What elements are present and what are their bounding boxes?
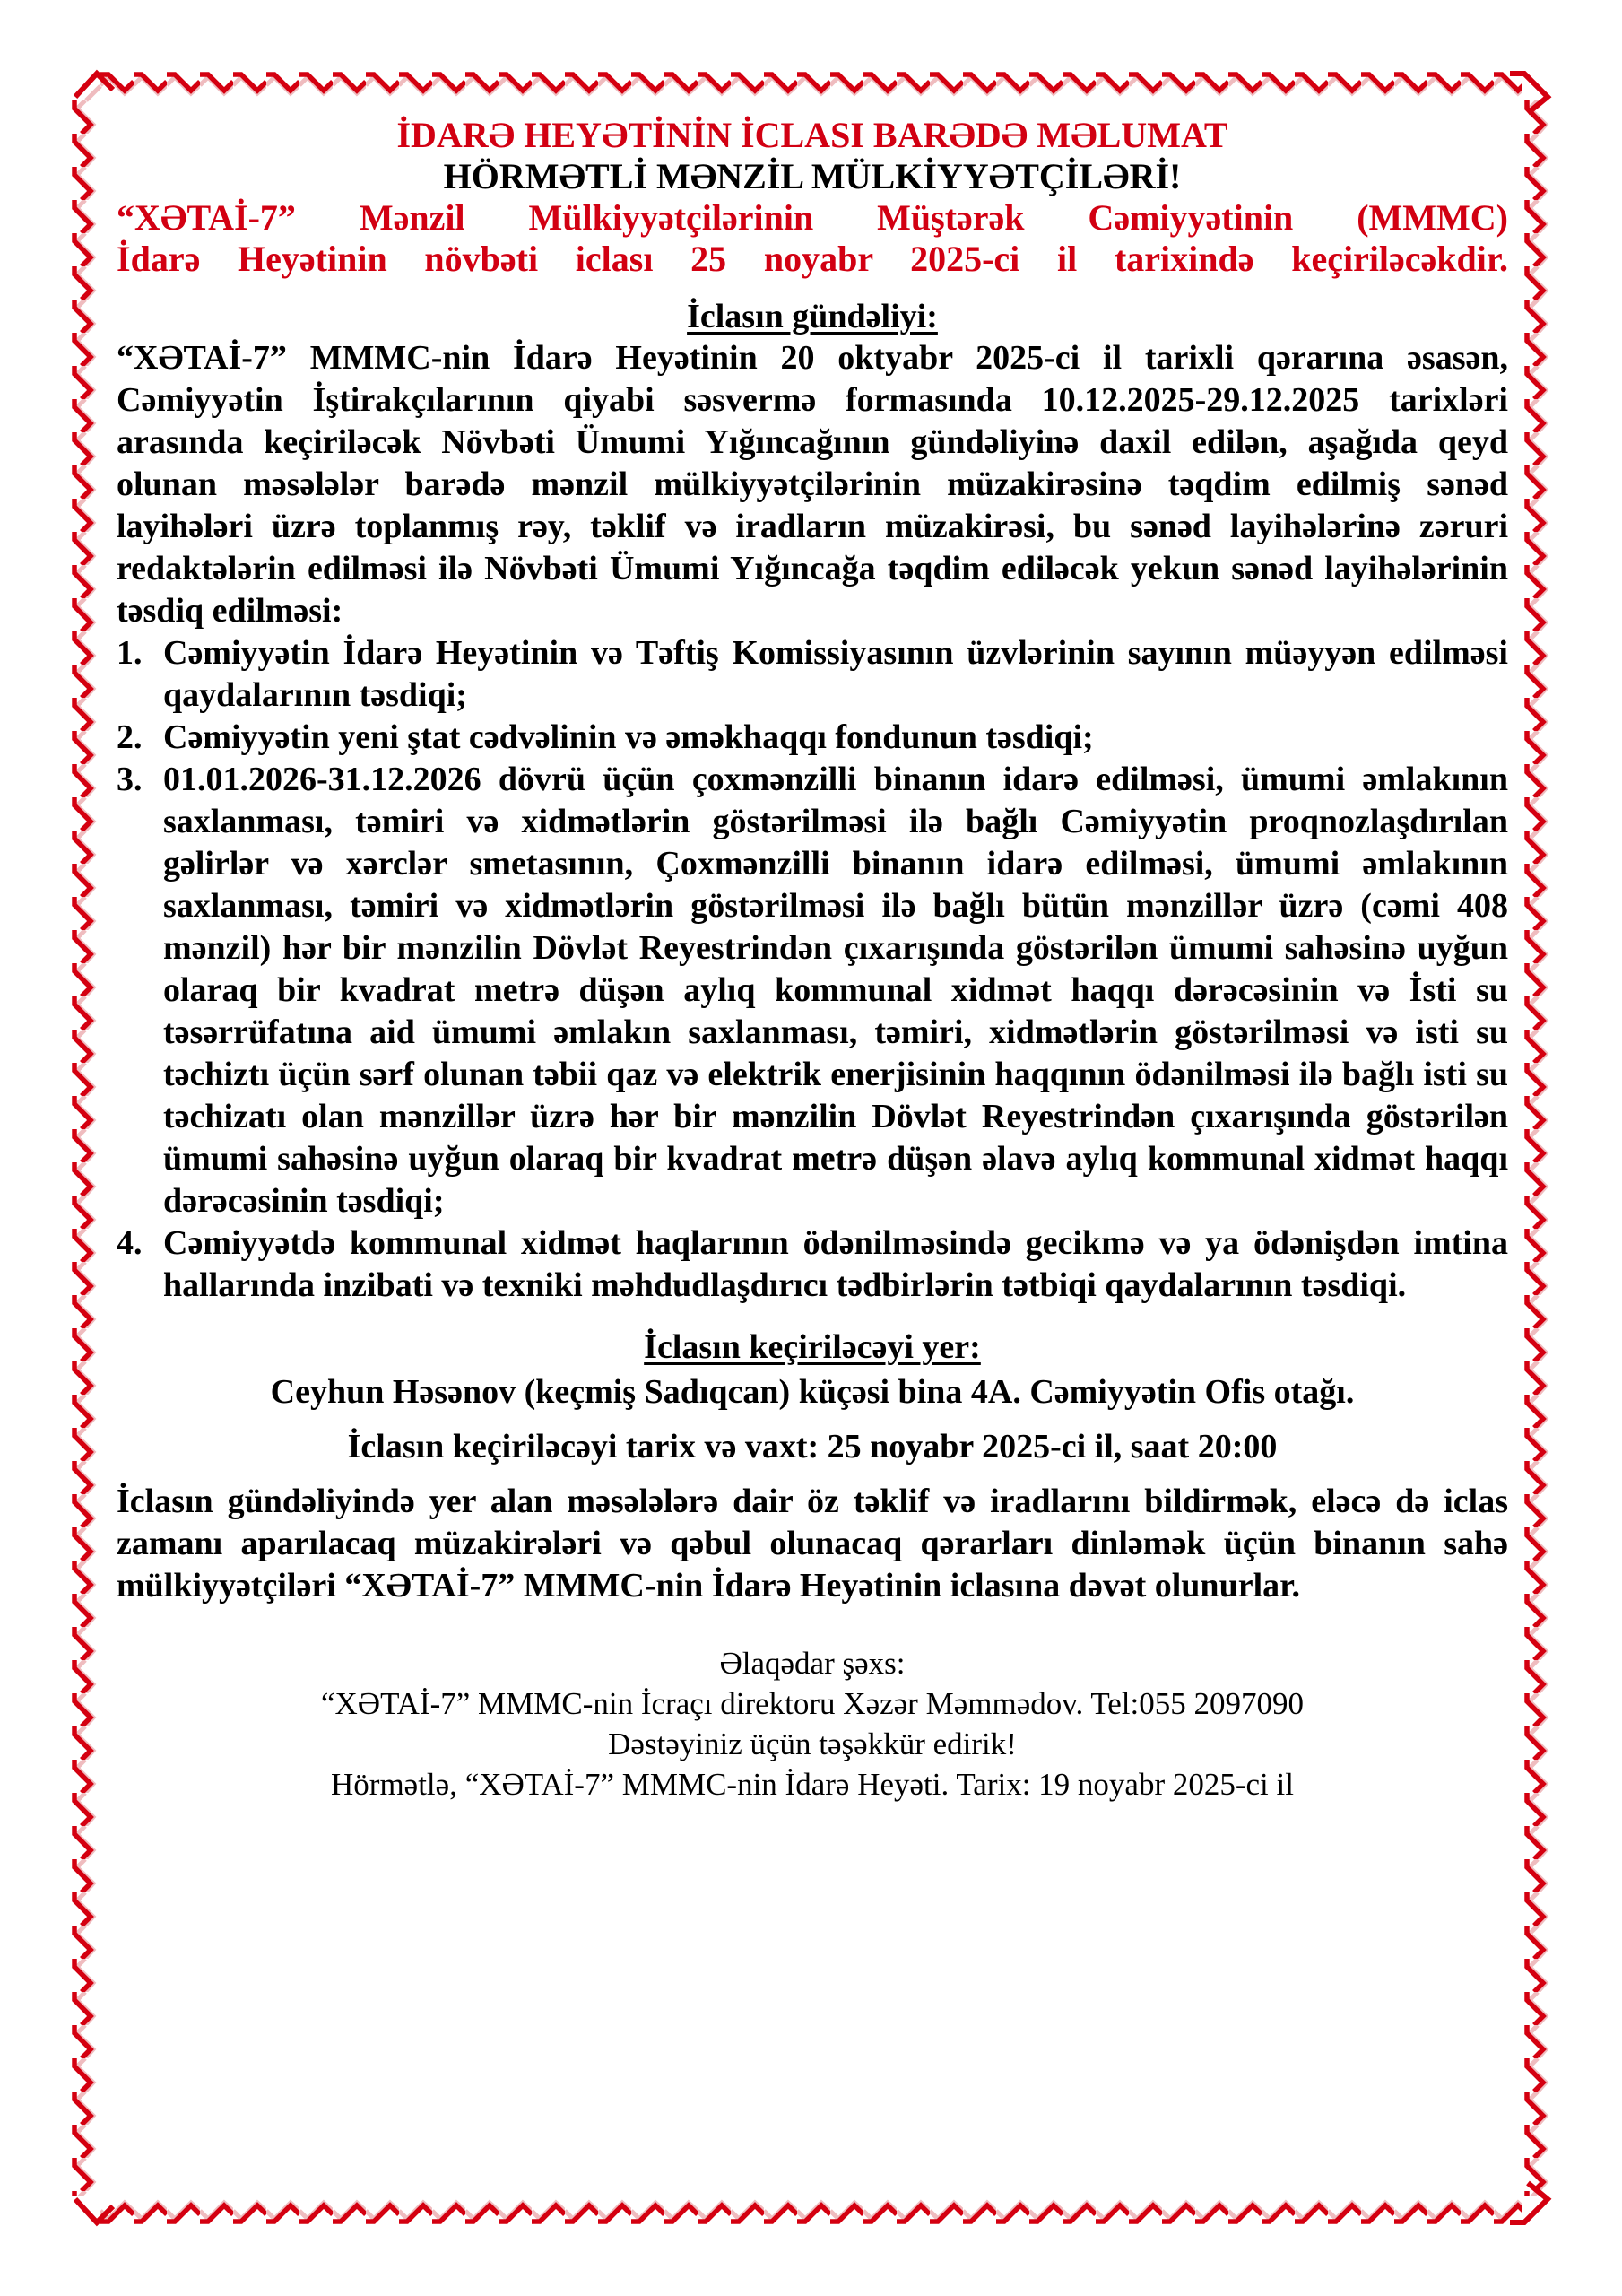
announcement-line-1: “XƏTAİ-7” Mənzil Mülkiyyətçilərinin Müştərək Cəmiyyətinin (MMMC) xyxy=(117,197,1508,238)
signature-line: Hörmətlə, “XƏTAİ-7” MMMC-nin İdarə Heyəti. Tarix: 19 noyabr 2025-ci il xyxy=(331,1767,1294,1802)
agenda-intro: “XƏTAİ-7” MMMC-nin İdarə Heyətinin 20 oktyabr 2025-ci il tarixli qərarına əsasən, Cəmiyyətin İştirakçılarının qiyabi səsvermə formasında 10.12.2025-29.12.2025 tarixləri arasında keçiriləcək Növbəti Ümumi Yığıncağının gündəliyinə daxil edilən, aşağıda qeyd olunan məsələlər barədə mənzil mülkiyyətçilərinin müzakirəsinə təqdim edilmiş sənəd layihələri üzrə toplanmış rəy, təklif və iradların müzakirəsi, bu sənəd layihələrinə zəruri redaktələrin edilməsi ilə Növbəti Ümumi Yığıncağa təqdim ediləcək yekun sənəd layihələrinin təsdiq edilməsi: xyxy=(117,339,1508,630)
salutation: HÖRMƏTLİ MƏNZİL MÜLKİYYƏTÇİLƏRİ! xyxy=(443,156,1182,196)
agenda-item xyxy=(117,759,1508,1222)
thanks-line: Dəstəyiniz üçün təşəkkür edirik! xyxy=(608,1726,1017,1761)
announcement-line-2: İdarə Heyətinin növbəti iclası 25 noyabr 2025-ci il tarixində keçiriləcəkdir. xyxy=(117,239,1508,279)
location-section xyxy=(117,1326,1508,1413)
location-address: Ceyhun Həsənov (keçmiş Sadıqcan) küçəsi bina 4A. Cəmiyyətin Ofis otağı. xyxy=(270,1373,1355,1411)
meeting-datetime: İclasın keçiriləcəyi tarix və vaxt: 25 noyabr 2025-ci il, saat 20:00 xyxy=(347,1428,1278,1465)
contact-person: “XƏTAİ-7” MMMC-nin İcraçı direktoru Xəzər Məmmədov. Tel:055 2097090 xyxy=(321,1686,1304,1721)
agenda-item-text: Cəmiyyətin İdarə Heyətinin və Təftiş Komissiyasının üzvlərinin sayının müəyyən edilməsi qaydalarının təsdiqi; xyxy=(163,634,1508,714)
agenda-item xyxy=(117,1222,1508,1307)
agenda-section xyxy=(117,296,1508,1307)
agenda-item xyxy=(117,717,1508,759)
agenda-item-text: 01.01.2026-31.12.2026 dövrü üçün çoxmənzilli binanın idarə edilməsi, ümumi əmlakının saxlanması, təmiri və xidmətlərin göstərilməsi ilə bağlı Cəmiyyətin proqnozlaşdırılan gəlirlər və xərclər smetasının, Çoxmənzilli binanın idarə edilməsi, ümumi əmlakının saxlanması, təmiri və xidmətlərin göstərilməsi ilə bağlı bütün mənzillər üzrə (cəmi 408 mənzil) hər bir mənzilin Dövlət Reyestrindən çıxarışında göstərilən ümumi sahəsinə uyğun olaraq bir kvadrat metrə düşən aylıq kommunal xidmət haqqı dərəcəsinin və İsti su təsərrüfatına aid ümumi əmlakın saxlanması, təmiri, xidmətlərin göstərilməsi və isti su təchiztı üçün sərf olunan təbii qaz və elektrik enerjisinin haqqının ödənilməsi ilə bağlı isti su təchizatı olan mənzillər üzrə hər bir mənzilin Dövlət Reyestrindən çıxarışında göstərilən ümumi sahəsinə uyğun olaraq bir kvadrat metrə düşən əlavə aylıq kommunal xidmət haqqı dərəcəsinin təsdiqi; xyxy=(163,761,1508,1220)
agenda-item-text: Cəmiyyətin yeni ştat cədvəlinin və əməkhaqqı fondunun təsdiqi; xyxy=(163,718,1094,756)
agenda-item-number: 4. xyxy=(117,1224,143,1262)
agenda-item-text: Cəmiyyətdə kommunal xidmət haqlarının ödənilməsində gecikmə və ya ödənişdən imtina hallarında inzibati və texniki məhdudlaşdırıcı tədbirlərin tətbiqi qaydalarının təsdiqi. xyxy=(163,1224,1508,1304)
notice-document xyxy=(117,115,1508,1805)
agenda-item-number: 3. xyxy=(117,761,143,798)
agenda-item-number: 1. xyxy=(117,634,143,672)
agenda-list xyxy=(117,632,1508,1307)
invitation-paragraph: İclasın gündəliyində yer alan məsələlərə dair öz təklif və iradlarını bildirmək, eləcə də iclas zamanı aparılacaq müzakirələri və qəbul olunacaq qərarları dinləmək üçün binanın sahə mülkiyyətçiləri “XƏTAİ-7” MMMC-nin İdarə Heyətinin iclasına dəvət olunurlar. xyxy=(117,1483,1508,1605)
agenda-heading: İclasın gündəliyi: xyxy=(687,298,938,335)
location-heading: İclasın keçiriləcəyi yer: xyxy=(644,1328,981,1366)
notice-footer xyxy=(117,1643,1508,1805)
notice-title: İDARƏ HEYƏTİNİN İCLASI BARƏDƏ MƏLUMAT xyxy=(396,115,1228,155)
agenda-item-number: 2. xyxy=(117,718,143,756)
contact-label: Əlaqədar şəxs: xyxy=(719,1646,906,1681)
notice-header xyxy=(117,115,1508,280)
agenda-item xyxy=(117,632,1508,717)
